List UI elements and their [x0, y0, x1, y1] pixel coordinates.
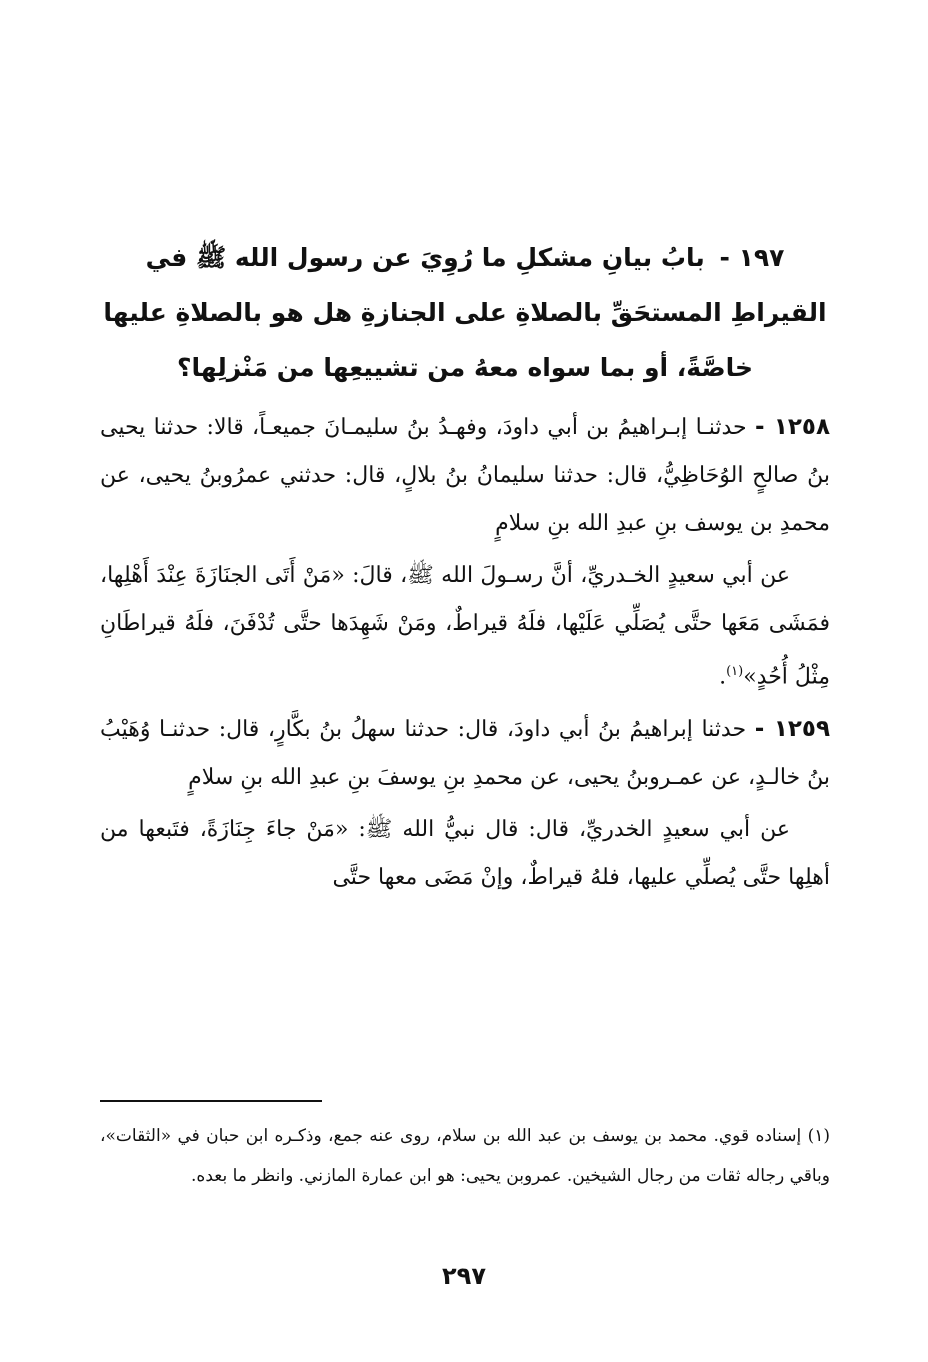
matn-end: .	[719, 664, 727, 690]
hadith-matn	[100, 806, 830, 902]
footnote-marker: (١)	[726, 664, 744, 679]
footnote-text: (١) إسناده قوي. محمد بن يوسف بن عبد الله بن سلام، روى عنه جمع، وذكـره ابن حبان في «الثقات»، وباقي رجاله ثقات من رجال الشيخين. عمروبن يحيى: هو ابن عمارة المازني. وانظر ما بعده.	[100, 1126, 830, 1186]
hadith-isnad	[100, 403, 830, 548]
footnote-divider	[100, 1100, 322, 1102]
hadith-number: ١٢٥٨ -	[754, 414, 830, 440]
chapter-heading	[100, 230, 830, 395]
matn-text: عن أبي سعيدٍ الخـدريِّ، أنَّ رسـولَ الله ﷺ، قالَ: «مَنْ أَتَى الجنَازَةَ عِنْدَ أَهْلِها، فمَشَى مَعَها حتَّى يُصَلِّي عَلَيْها، فلَهُ قيراطٌ، ومَنْ شَهِدَها حتَّى تُدْفَنَ، فلَهُ قيراطَانِ مِثْلُ أُحُدٍ»	[100, 563, 830, 690]
hadith-matn	[100, 552, 830, 701]
hadith-number: ١٢٥٩ -	[754, 716, 830, 743]
matn-text: عن أبي سعيدٍ الخدريِّ، قال: قال نبيُّ الله ﷺ: «مَنْ جاءَ جِنَازَةً، فتَبعها من أهلِها حتَّى يُصلِّي عليها، فلهُ قيراطٌ، وإنْ مَضَى معها حتَّى	[100, 817, 830, 891]
chapter-title: بابُ بيانِ مشكلِ ما رُوِيَ عن رسول الله ﷺ في القيراطِ المستحَقِّ بالصلاةِ على الجنازةِ هل هو بالصلاةِ عليها خاصَّةً، أو بما سواه معهُ من تشييعِها من مَنْزلِها؟	[103, 243, 827, 382]
chapter-number: ١٩٧ -	[719, 243, 785, 272]
hadith-isnad	[100, 705, 830, 802]
page-body	[100, 230, 830, 906]
footnotes	[100, 1116, 830, 1196]
isnad-text: حدثنا إبراهيمُ بنُ أبي داودَ، قال: حدثنا سهلُ بنُ بكَّارٍ، قال: حدثنـا وُهَيْبُ بنُ خالـدٍ، عن عمـروبنُ يحيى، عن محمدِ بنِ يوسفَ بنِ عبدِ الله بنِ سلامٍ	[100, 717, 830, 791]
isnad-text: حدثنـا إبـراهيمُ بن أبي داودَ، وفهـدُ بنُ سليمـانَ جميعـاً، قالا: حدثنا يحيى بنُ صالحٍ الوُحَاظِيُّ، قال: حدثنا سليمانُ بنُ بلالٍ، قال: حدثني عمرُوبنُ يحيى، عن محمدِ بن يوسف بنِ عبدِ الله بنِ سلامٍ	[100, 415, 830, 536]
page-number: ٢٩٧	[442, 1262, 486, 1290]
